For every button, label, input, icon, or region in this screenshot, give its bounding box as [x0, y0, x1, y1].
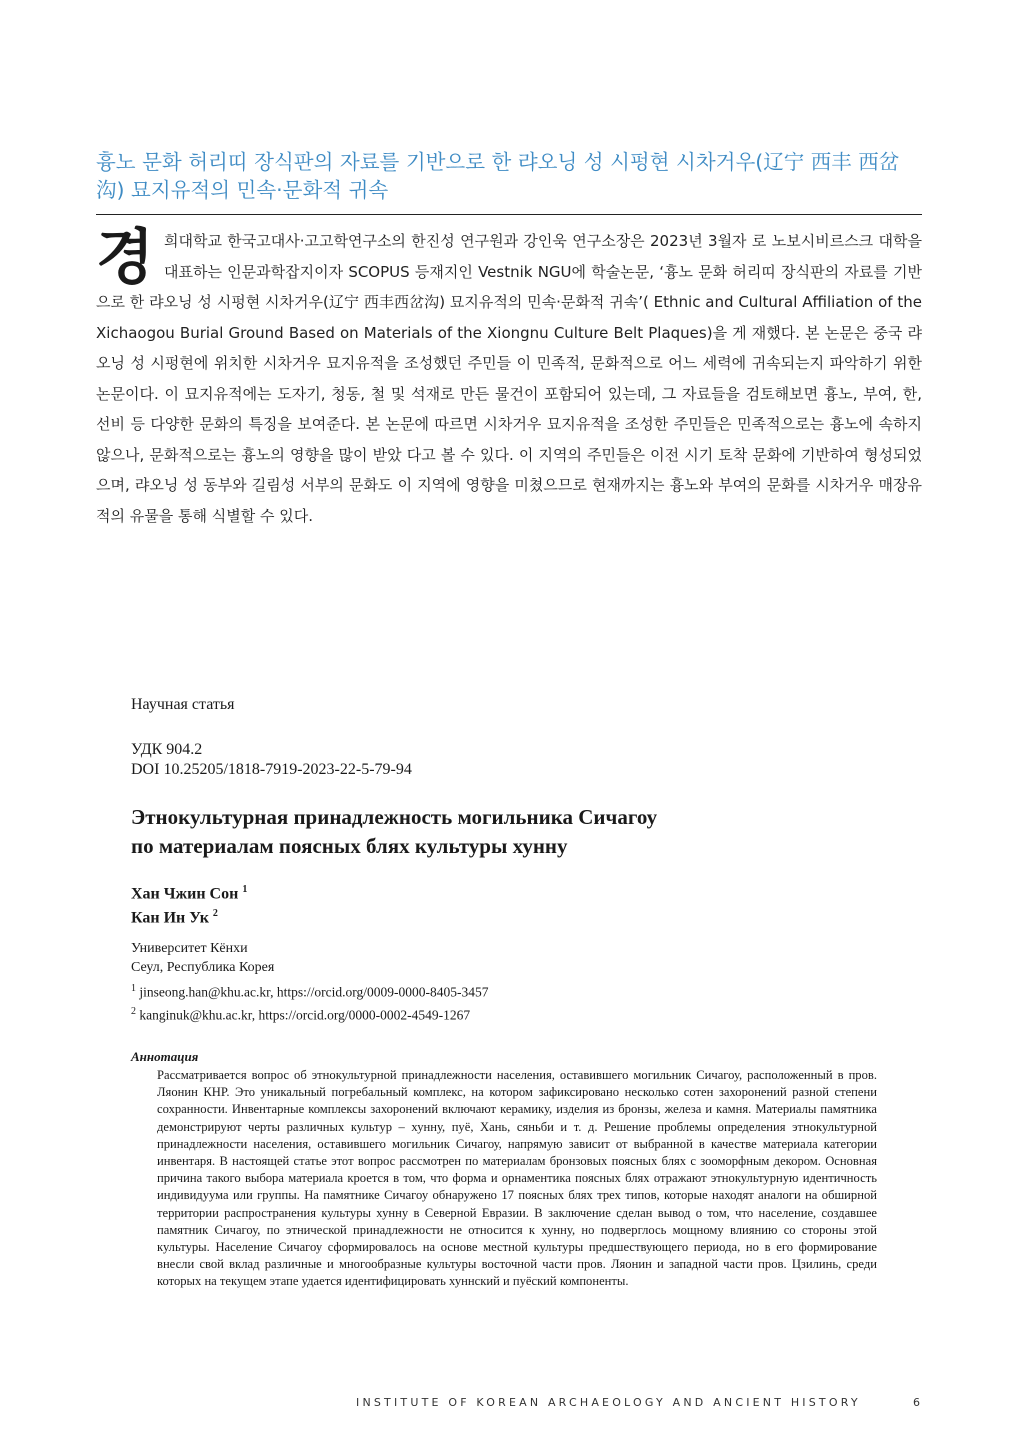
paper-type: Научная статья [131, 696, 235, 713]
page-number: 6 [913, 1396, 920, 1409]
drop-cap: 경 [96, 223, 154, 293]
author-2-sup: 2 [212, 908, 218, 920]
affiliation-location: Сеул, Республика Корея [131, 960, 275, 975]
contact-1-sup: 1 [131, 983, 136, 994]
author-1-sup: 1 [242, 884, 248, 895]
author-2 [131, 904, 891, 928]
article-body-text: 희대학교 한국고대사·고고학연구소의 한진성 연구원과 강인욱 연구소장은 2023년 3월자 로 노보시비르스크 대학을 대표하는 인문과학잡지이자 SCOPUS 등재지인 Vestnik NGU에 학술논문, ‘흉노 문화 허리띠 장식판의 자료를 기반으로 한 랴오닝 성 시펑현 시차거우(辽宁 西丰西岔沟) 묘지유적의 민속·문화적 귀속’( Ethnic and Cultural Affiliation of the Xichaogou Burial Ground Based on Materials of the Xiongnu Culture Belt Plaques)을 게 재했다. 본 논문은 중국 랴오닝 성 시펑현에 위치한 시차거우 묘지유적을 조성했던 주민들 이 민족적, 문화적으로 어느 세력에 귀속되는지 파악하기 위한 논문이다. 이 묘지유적에는 도자기, 청동, 철 및 석재로 만든 물건이 포함되어 있는데, 그 자료들을 검토해보면 흉노, 부여, 한, 선비 등 다양한 문화의 특징을 보여준다. 본 논문에 따르면 시차거우 묘지유적을 조성한 주민들은 민족적으로는 흉노에 속하지 않으나, 문화적으로는 흉노의 영향을 많이 받았 다고 볼 수 있다. 이 지역의 주민들은 이전 시기 토착 문화에 기반하여 형성되었으며, 랴오닝 성 동부와 길림성 서부의 문화도 이 지역에 영향을 미쳤으므로 현재까지는 흉노와 부여의 문화를 시차거우 매장유적의 유물을 통해 식별할 수 있다. [96, 232, 922, 525]
article-title: 흉노 문화 허리띠 장식판의 자료를 기반으로 한 랴오닝 성 시펑현 시차거우(辽宁 西丰 西岔沟) 묘지유적의 민속·문화적 귀속 [96, 150, 900, 202]
abstract-text: Рассматривается вопрос об этнокультурной принадлежности населения, оставившего могильник Сичагоу, расположенный в пров. Ляонин КНР. Это уникальный погребальный комплекс, на котором зафиксировано несколько сотен захоронений разной степени сохранности. Инвентарные комплексы захоронений включают керамику, изделия из бронзы, железа и камня. Материалы памятника демонстрируют черты различных культур – хунну, пуё, Хань, сяньби и т. д. Решение проблемы определения этнокультурной принадлежности населения, оставившего могильник Сичагоу, напрямую зависит от выбранной в качестве материала категории инвентаря. В настоящей статье этот вопрос рассмотрен по материалам бронзовых поясных блях с зооморфным декором. Основная причина такого выбора материала кроется в том, что форма и орнаментика поясных блях отражают этнокультурную идентичность индивидуума или группы. На памятнике Сичагоу обнаружено 17 поясных блях трех типов, которые находят аналоги на обширной территории распространения культуры хунну в Северной Евразии. В заключение сделан вывод о том, что население, создавшее памятник Сичагоу, по этнической принадлежности не относится к хунну, но подверглось мощному влиянию со стороны этой культуры. Население Сичагоу сформировалось на основе местной культуры предшествующего периода, но в его формирование внесли свой вклад различные и многообразные культуры восточной части пров. Ляонин и западной части пров. Цзилинь, среди которых на текущем этапе удается идентифицировать хуннский и пуёский компоненты. [157, 1068, 877, 1289]
author-2-name: Кан Ин Ук [131, 909, 209, 927]
article-body [96, 223, 922, 531]
paper-affiliation [131, 939, 891, 977]
contact-1 [131, 979, 891, 1002]
abstract-label: Аннотация [131, 1049, 199, 1064]
paper-contacts [131, 979, 891, 1024]
contact-1-text: jinseong.han@khu.ac.kr, https://orcid.org/0009-0000-8405-3457 [139, 984, 489, 1000]
paper-doi: DOI 10.25205/1818-7919-2023-22-5-79-94 [131, 761, 412, 778]
contact-2-text: kanginuk@khu.ac.kr, https://orcid.org/0000-0002-4549-1267 [139, 1007, 471, 1022]
paper-identifiers [131, 740, 891, 780]
contact-2-sup: 2 [131, 1005, 136, 1017]
footer-institute: INSTITUTE OF KOREAN ARCHAEOLOGY AND ANCIENT HISTORY [356, 1396, 861, 1409]
title-divider [96, 214, 922, 215]
paper-authors [131, 880, 891, 929]
paper-title-line-2: по материалам поясных блях культуры хунну [131, 834, 568, 858]
affiliation-university: Университет Кёнхи [131, 941, 248, 956]
author-1-name: Хан Чжин Сон [131, 885, 239, 903]
paper-udc: УДК 904.2 [131, 741, 203, 758]
contact-2 [131, 1002, 891, 1025]
author-1 [131, 880, 891, 904]
paper-title [131, 803, 891, 861]
paper-title-line-1: Этнокультурная принадлежность могильника Сичагоу [131, 805, 658, 829]
